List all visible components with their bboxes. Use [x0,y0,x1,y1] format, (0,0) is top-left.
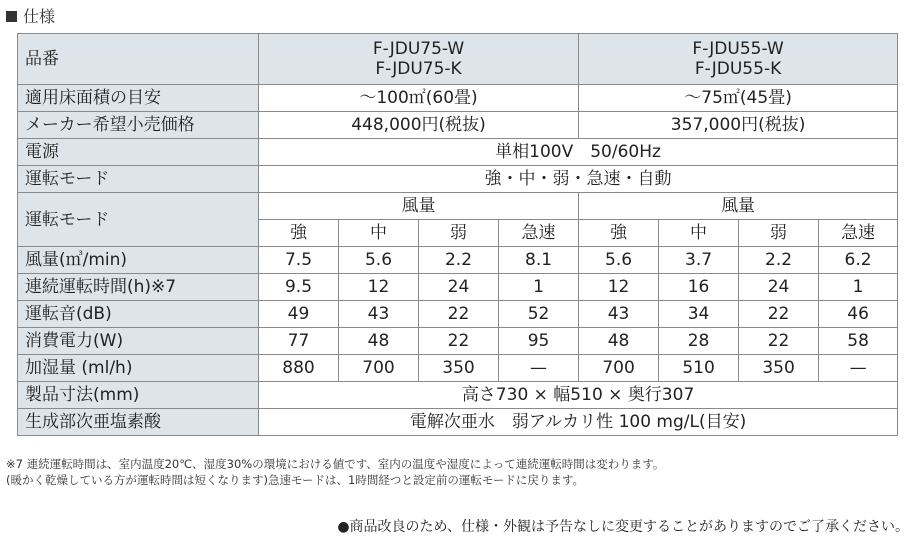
row-label: 適用床面積の目安 [18,85,259,112]
table-cell: 5.6 [339,247,419,274]
table-cell: 49 [259,301,339,328]
table-cell: 510 [659,355,739,382]
hypochlorous-value: 電解次亜水 弱アルカリ性 100 mg/L(目安) [259,409,898,436]
table-row [18,328,898,355]
table-cell: 12 [339,274,419,301]
mode-col-header: 強 [579,220,659,247]
row-label: 製品寸法(mm) [18,382,259,409]
table-cell: 24 [739,274,819,301]
table-cell: 48 [579,328,659,355]
table-row [18,409,898,436]
table-cell: 22 [739,301,819,328]
table-row [18,355,898,382]
row-label: 運転モード [18,166,259,193]
spec-table [17,33,898,436]
mode-col-header: 中 [659,220,739,247]
table-cell: 350 [739,355,819,382]
table-cell: 95 [499,328,579,355]
footnote: ※7 連続運転時間は、室内温度20℃、湿度30%の環境における値です、室内の温度や湿度によって連続運転時間は変わります。 (暖かく乾燥している方が運転時間は短くなります)急速モードは、1時間経つと設定前の運転モードに戻ります。 [6,457,665,487]
table-cell: — [499,355,579,382]
table-cell: 1 [499,274,579,301]
table-cell: 5.6 [579,247,659,274]
table-row [18,382,898,409]
table-cell: 28 [659,328,739,355]
row-label: 加湿量 (ml/h) [18,355,259,382]
table-cell: 2.2 [419,247,499,274]
row-label: 運転モード [18,193,259,247]
table-cell: 46 [819,301,898,328]
table-cell: 3.7 [659,247,739,274]
table-cell: 43 [579,301,659,328]
table-cell: 43 [339,301,419,328]
change-notice: ●商品改良のため、仕様・外観は予告なしに変更することがありますのでご了承ください。 [337,519,909,535]
power-value: 単相100V 50/60Hz [259,139,898,166]
table-cell: 7.5 [259,247,339,274]
mode-col-header: 中 [339,220,419,247]
size-value: 高さ730 × 幅510 × 奥行307 [259,382,898,409]
table-row [18,274,898,301]
table-row [18,85,898,112]
table-cell: 1 [819,274,898,301]
mode-col-header: 急速 [819,220,898,247]
mode-col-header: 強 [259,220,339,247]
table-cell: 8.1 [499,247,579,274]
row-label: 消費電力(W) [18,328,259,355]
mode-col-header: 急速 [499,220,579,247]
table-cell: — [819,355,898,382]
table-cell: 22 [419,301,499,328]
square-bullet-icon [6,11,17,22]
table-cell: 48 [339,328,419,355]
floor-area-a: 〜100㎡(60畳) [259,85,579,112]
table-cell: 2.2 [739,247,819,274]
airflow-group-a: 風量 [259,193,579,220]
airflow-group-b: 風量 [579,193,898,220]
mode-col-header: 弱 [419,220,499,247]
table-cell: 24 [419,274,499,301]
model-a-header: F-JDU75-W F-JDU75-K [259,34,579,85]
table-row [18,34,898,85]
table-row [18,193,898,220]
floor-area-b: 〜75㎡(45畳) [579,85,898,112]
table-cell: 22 [739,328,819,355]
table-row [18,112,898,139]
table-cell: 700 [339,355,419,382]
row-label: 電源 [18,139,259,166]
row-label: 連続運転時間(h)※7 [18,274,259,301]
table-row [18,247,898,274]
mode-col-header: 弱 [739,220,819,247]
table-cell: 12 [579,274,659,301]
table-cell: 77 [259,328,339,355]
price-b: 357,000円(税抜) [579,112,898,139]
table-cell: 700 [579,355,659,382]
model-b-header: F-JDU55-W F-JDU55-K [579,34,898,85]
row-label: 生成部次亜塩素酸 [18,409,259,436]
row-label: メーカー希望小売価格 [18,112,259,139]
table-cell: 880 [259,355,339,382]
row-label: 風量(㎥/min) [18,247,259,274]
table-cell: 16 [659,274,739,301]
table-cell: 52 [499,301,579,328]
section-title: 仕様 [6,4,55,27]
table-row [18,166,898,193]
table-row [18,301,898,328]
table-cell: 9.5 [259,274,339,301]
table-row [18,139,898,166]
row-label: 運転音(dB) [18,301,259,328]
table-cell: 22 [419,328,499,355]
table-cell: 350 [419,355,499,382]
price-a: 448,000円(税抜) [259,112,579,139]
row-label: 品番 [18,34,259,85]
table-cell: 34 [659,301,739,328]
mode-value: 強・中・弱・急速・自動 [259,166,898,193]
table-cell: 58 [819,328,898,355]
table-cell: 6.2 [819,247,898,274]
